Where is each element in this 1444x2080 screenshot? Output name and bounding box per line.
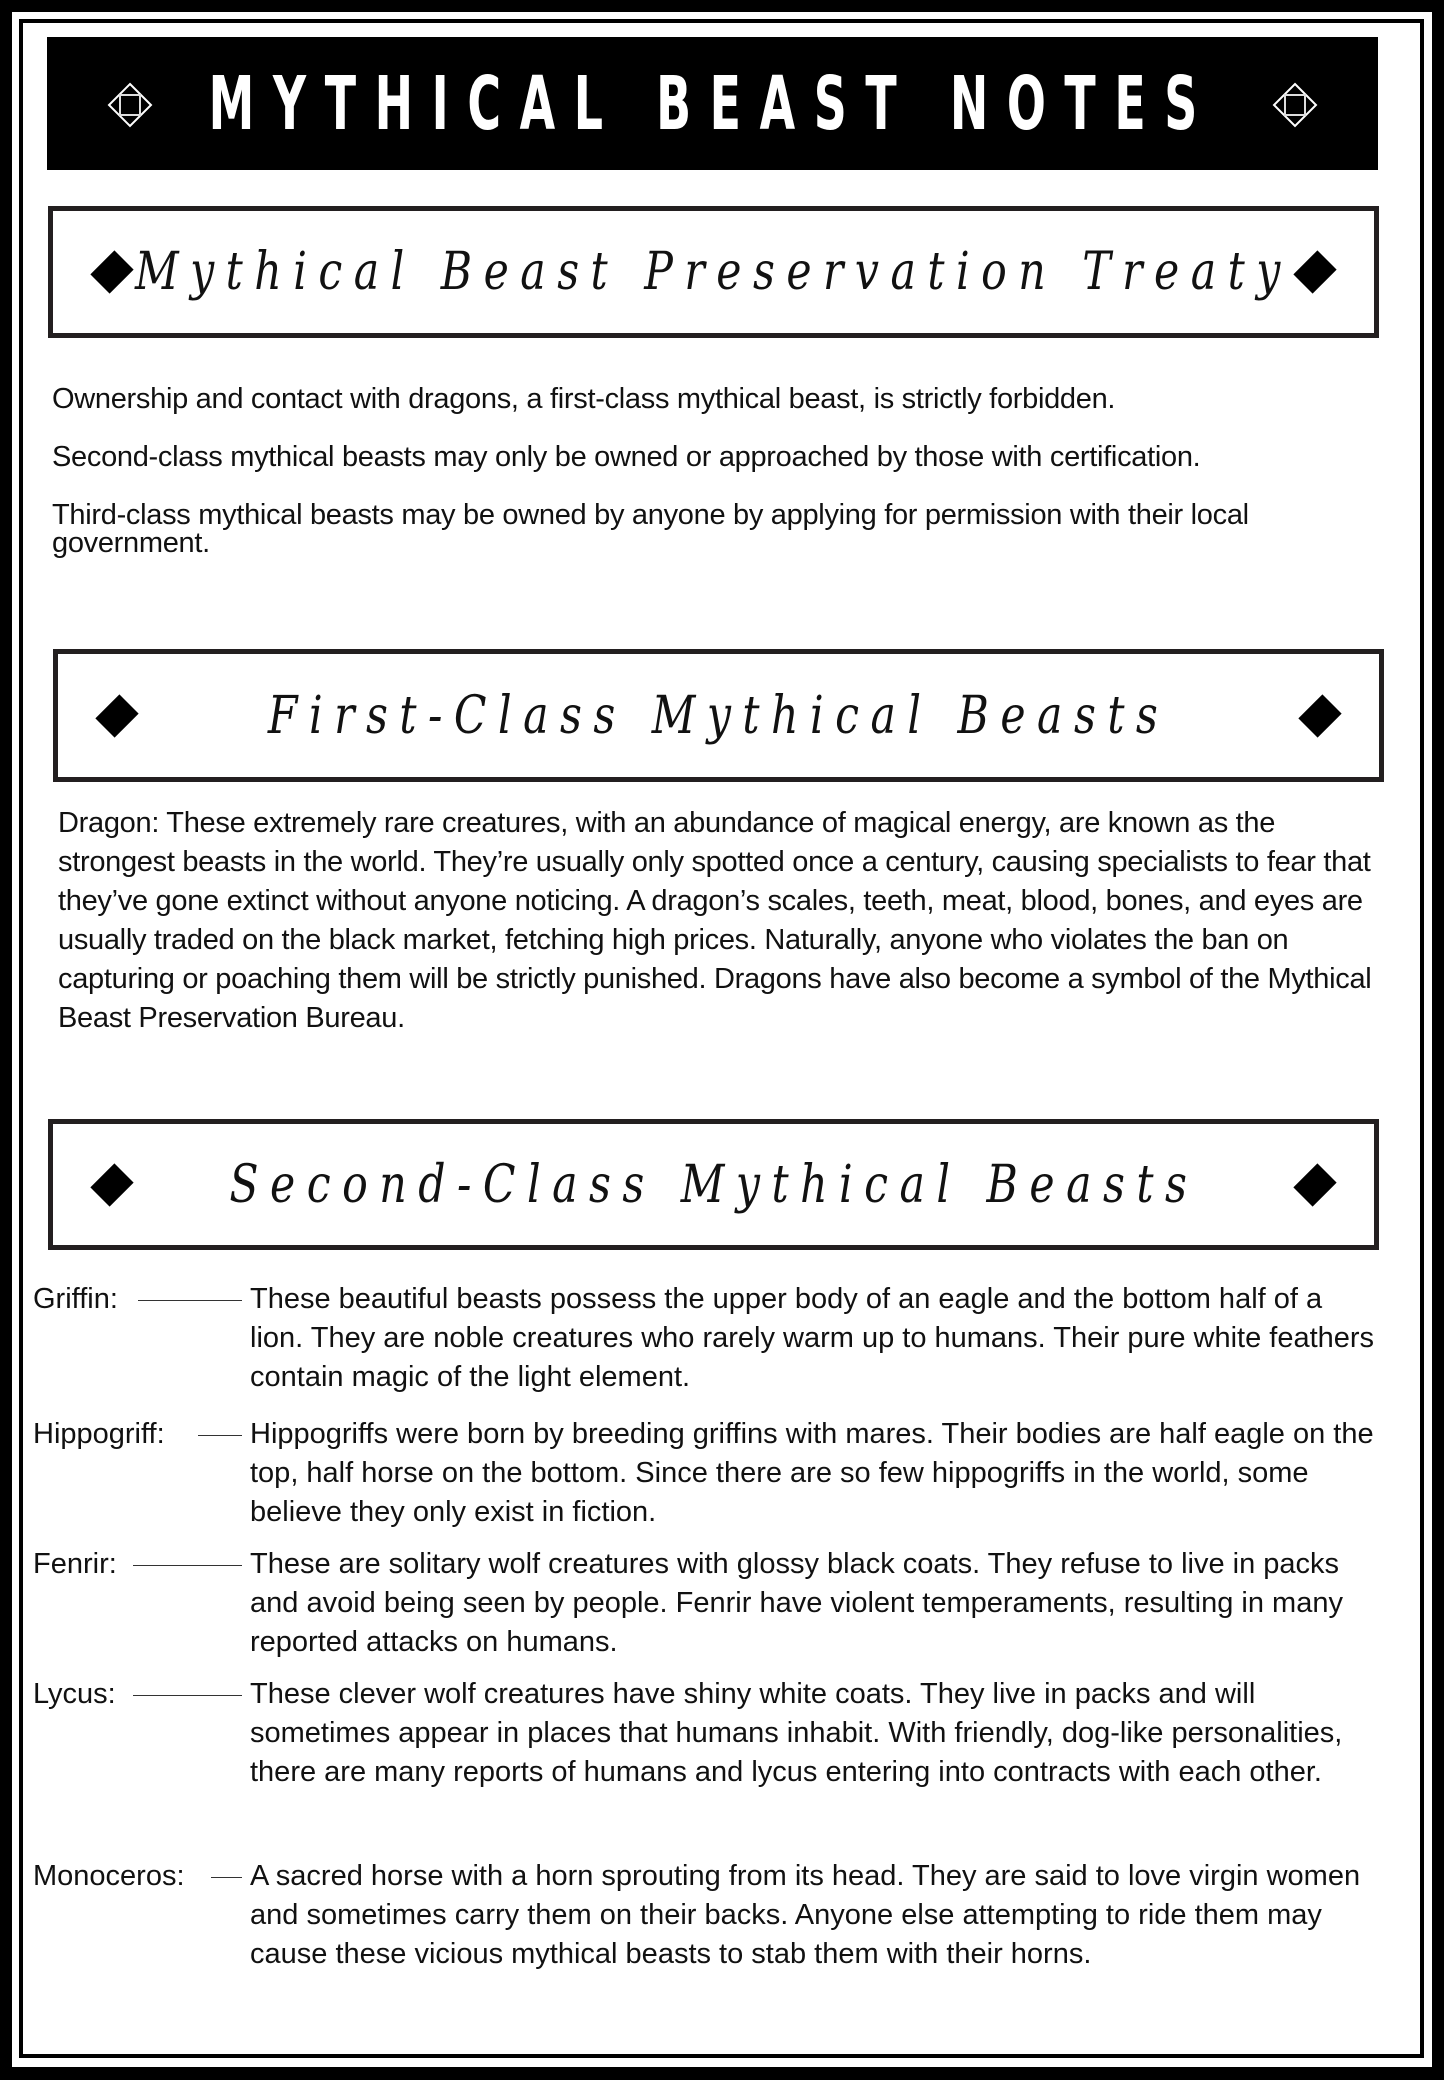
treaty-rule: Ownership and contact with dragons, a first-class mythical beast, is strictly forbidden. — [52, 383, 1116, 415]
diamond-square-ornament-icon — [107, 82, 153, 128]
diamond-bullet-icon — [90, 250, 133, 293]
diamond-square-ornament-icon — [1272, 82, 1318, 128]
page-title: MYTHICAL BEAST NOTES — [208, 60, 1217, 147]
second-class-heading-box — [48, 1119, 1379, 1250]
first-class-heading: First-Class Mythical Beasts — [267, 685, 1170, 746]
diamond-bullet-icon — [1293, 1163, 1336, 1206]
treaty-rule: Second-class mythical beasts may only be owned or approached by those with certification. — [52, 441, 1201, 473]
beast-entry-hippogriff — [33, 1415, 1393, 1532]
leader-line — [133, 1695, 242, 1696]
second-class-heading: Second-Class Mythical Beasts — [229, 1154, 1198, 1215]
beast-description: These beautiful beasts possess the upper body of an eagle and the bottom half of a lion. They are noble creatures who rarely warm up to humans. Their pure white feathers contain magic of the light element. — [250, 1283, 1375, 1393]
beast-description: These clever wolf creatures have shiny white coats. They live in packs and will sometimes appear in places that humans inhabit. With friendly, dog-like personalities, there are many reports of humans and lycus entering into contracts with each other. — [250, 1678, 1343, 1788]
diamond-bullet-icon — [1298, 694, 1341, 737]
beast-entry-lycus — [33, 1675, 1393, 1792]
beast-name-label: Fenrir: — [33, 1548, 123, 1580]
beast-entry-fenrir — [33, 1545, 1393, 1662]
treaty-heading-box — [48, 206, 1379, 338]
diamond-bullet-icon — [90, 1163, 133, 1206]
leader-line — [198, 1435, 242, 1436]
diamond-bullet-icon — [1293, 250, 1336, 293]
diamond-bullet-icon — [95, 694, 138, 737]
beast-name — [33, 1280, 250, 1397]
beast-description: These are solitary wolf creatures with glossy black coats. They refuse to live in packs and avoid being seen by people. Fenrir have violent temperaments, resulting in many reported attacks on humans. — [250, 1548, 1343, 1658]
beast-name — [33, 1675, 250, 1792]
treaty-heading: Mythical Beast Preservation Treaty — [135, 242, 1292, 302]
beast-description: Hippogriffs were born by breeding griffins with mares. Their bodies are half eagle on the top, half horse on the bottom. Since there are so few hippogriffs in the world, some believe they only exist in fiction. — [250, 1418, 1374, 1528]
beast-name-label: Monoceros: — [33, 1860, 191, 1892]
beast-entry-griffin — [33, 1280, 1393, 1397]
treaty-rules — [52, 385, 1392, 573]
beast-name-label: Lycus: — [33, 1678, 122, 1710]
dragon-entry: Dragon: These extremely rare creatures, with an abundance of magical energy, are known as the strongest beasts in the world. They’re usually only spotted once a century, causing specialists to fear that they’ve gone extinct without anyone noticing. A dragon’s scales, teeth, meat, blood, bones, and eyes are usually traded on the black market, fetching high prices. Naturally, anyone who violates the ban on capturing or poaching them will be strictly punished. Dragons have also become a symbol of the Mythical Beast Preservation Bureau. — [58, 807, 1372, 1034]
first-class-heading-box — [53, 649, 1384, 782]
beast-name-label: Griffin: — [33, 1283, 124, 1315]
beast-name — [33, 1857, 250, 1974]
beast-name-label: Hippogriff: — [33, 1418, 171, 1450]
treaty-rule: Third-class mythical beasts may be owned by anyone by applying for permission with their local government. — [52, 499, 1249, 559]
beast-entry-monoceros — [33, 1857, 1393, 1974]
beast-name — [33, 1545, 250, 1662]
beast-description: A sacred horse with a horn sprouting from its head. They are said to love virgin women and sometimes carry them on their backs. Anyone else attempting to ride them may cause these vicious mythical beasts to stab them with their horns. — [250, 1860, 1361, 1970]
leader-line — [133, 1565, 242, 1566]
title-banner — [47, 37, 1378, 170]
leader-line — [211, 1877, 242, 1878]
leader-line — [138, 1300, 242, 1301]
beast-name — [33, 1415, 250, 1532]
